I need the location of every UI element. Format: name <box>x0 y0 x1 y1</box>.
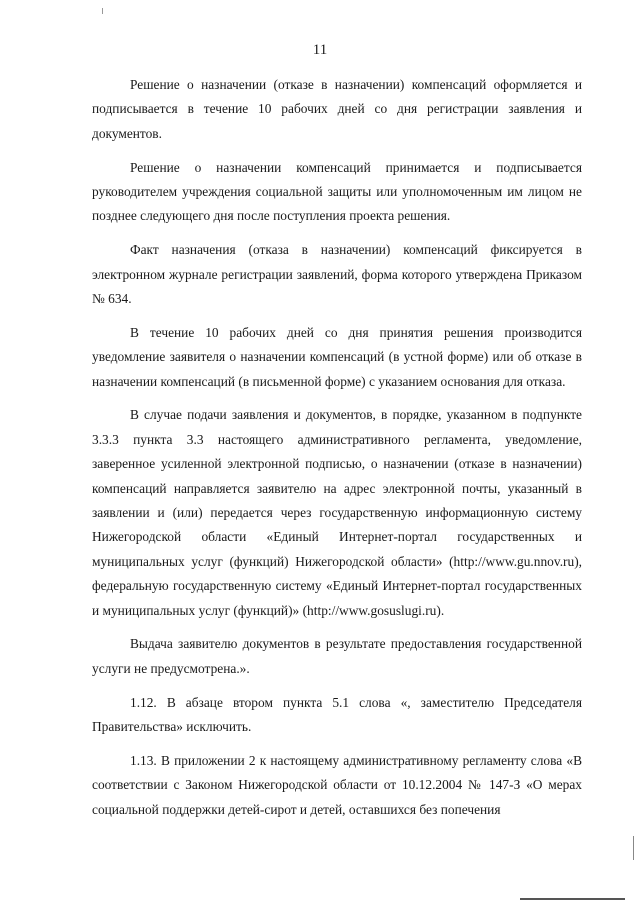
scan-mark <box>102 8 103 14</box>
paragraph: Факт назначения (отказа в назначении) компенсаций фиксируется в электронном журнале регистрации заявлений, форма которого утверждена Приказом № 634. <box>92 242 582 307</box>
paragraph: Решение о назначении (отказе в назначении) компенсаций оформляется и подписывается в течение 10 рабочих дней со дня регистрации заявления и документов. <box>92 77 582 141</box>
paragraph: 1.12. В абзаце втором пункта 5.1 слова «, заместителю Председателя Правительства» исключить. <box>92 694 582 735</box>
scan-mark <box>633 836 634 860</box>
paragraph: Выдача заявителю документов в результате предоставления государственной услуги не предусмотрена.». <box>92 636 582 676</box>
paragraph: В случае подачи заявления и документов, в порядке, указанном в подпункте 3.3.3 пункта 3.3 настоящего административного регламента, уведомление, заверенное усиленной электронной подписью, о назначении (отказе в назначении) компенсаций направляется заявителю на адрес электронной почты, указанный в заявлении и (или) передается через государственную информационную систему Нижегородской области «Единый Интернет-портал государственных и муниципальных услуг (функций) Нижегородской области» (http://www.gu.nnov.ru), федеральную государственную систему «Единый Интернет-портал государственных и муниципальных услуг (функций)» (http://www.gosuslugi.ru). <box>92 407 582 618</box>
paragraph: Решение о назначении компенсаций принимается и подписывается руководителем учреждения социальной защиты или уполномоченным им лицом не позднее следующего дня после поступления проекта решения. <box>92 159 582 224</box>
scan-mark <box>520 898 625 900</box>
paragraph: 1.13. В приложении 2 к настоящему административному регламенту слова «В соответствии с Законом Нижегородской области от 10.12.2004 № 147-З «О мерах социальной поддержки детей-сирот и детей, оставшихся без попечения <box>92 752 582 817</box>
page-number: 11 <box>312 42 328 58</box>
paragraph: В течение 10 рабочих дней со дня принятия решения производится уведомление заявителя о назначении компенсаций (в устной форме) или об отказе в назначении компенсаций (в письменной форме) с указанием основания для отказа. <box>92 324 582 389</box>
document-body <box>92 73 582 832</box>
